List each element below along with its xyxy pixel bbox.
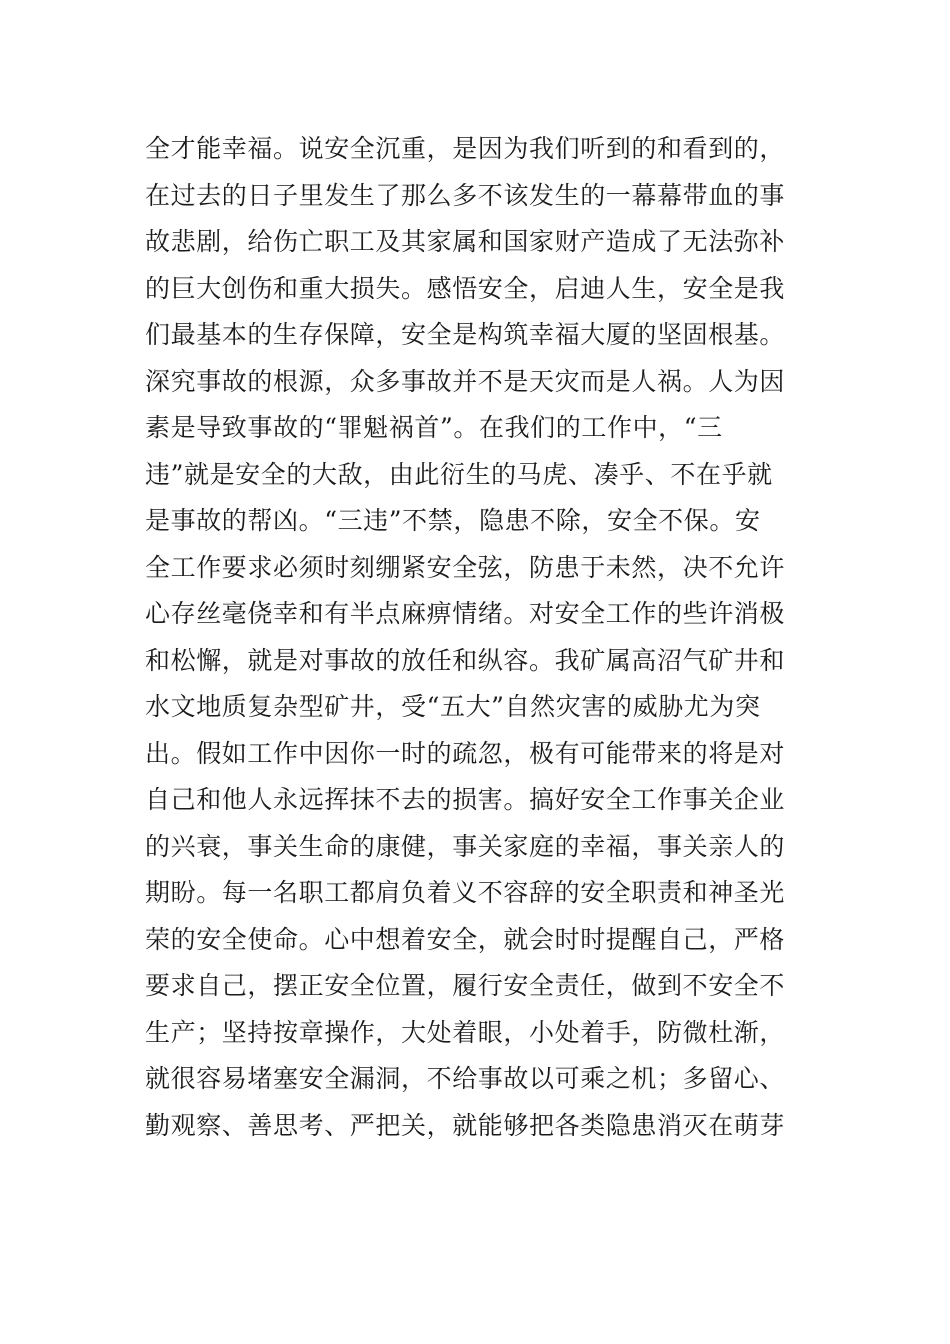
text-line-9: 是事故的帮凶。“三违”不禁，隐患不除，安全不保。安	[145, 506, 761, 535]
text-line-1: 全才能幸福。说安全沉重，是因为我们听到的和看到的，	[145, 134, 786, 163]
text-line-15: 自己和他人永远挥抹不去的损害。搞好安全工作事关企业	[145, 785, 786, 814]
text-line-21: 就很容易堵塞安全漏洞，不给事故以可乘之机；多留心、	[145, 1064, 786, 1093]
text-line-20: 生产；坚持按章操作，大处着眼，小处着手，防微杜渐，	[145, 1017, 786, 1047]
text-line-13: 水文地质复杂型矿井，受“五大”自然灾害的威胁尤为突	[145, 692, 761, 721]
text-line-2: 在过去的日子里发生了那么多不该发生的一幕幕带血的事	[145, 180, 786, 210]
text-line-11: 心存丝毫侥幸和有半点麻痹情绪。对安全工作的些许消极	[145, 599, 786, 628]
text-line-22: 勤观察、善思考、严把关，就能够把各类隐患消灭在萌芽	[145, 1110, 786, 1140]
body-text	[145, 126, 815, 1149]
text-line-14: 出。假如工作中因你一时的疏忽，极有可能带来的将是对	[145, 738, 786, 768]
text-line-3: 故悲剧，给伤亡职工及其家属和国家财产造成了无法弥补	[145, 227, 786, 256]
text-line-16: 的兴衰，事关生命的康健，事关家庭的幸福，事关亲人的	[145, 831, 786, 861]
text-line-10: 全工作要求必须时刻绷紧安全弦，防患于未然，决不允许	[145, 552, 786, 582]
text-line-5: 们最基本的生存保障，安全是构筑幸福大厦的坚固根基。	[145, 320, 786, 349]
text-line-7: 素是导致事故的“罪魁祸首”。在我们的工作中，“三	[145, 413, 723, 442]
text-line-19: 要求自己，摆正安全位置，履行安全责任，做到不安全不	[145, 971, 786, 1000]
text-line-17: 期盼。每一名职工都肩负着义不容辞的安全职责和神圣光	[145, 878, 786, 907]
text-line-18: 荣的安全使命。心中想着安全，就会时时提醒自己，严格	[145, 924, 786, 954]
text-line-6: 深究事故的根源，众多事故并不是天灾而是人祸。人为因	[145, 366, 786, 396]
text-line-4: 的巨大创伤和重大损失。感悟安全，启迪人生，安全是我	[145, 273, 786, 303]
text-line-8: 违”就是安全的大敌，由此衍生的马虎、凑乎、不在乎就	[145, 459, 773, 489]
text-line-12: 和松懈，就是对事故的放任和纵容。我矿属高沼气矿井和	[145, 645, 786, 675]
